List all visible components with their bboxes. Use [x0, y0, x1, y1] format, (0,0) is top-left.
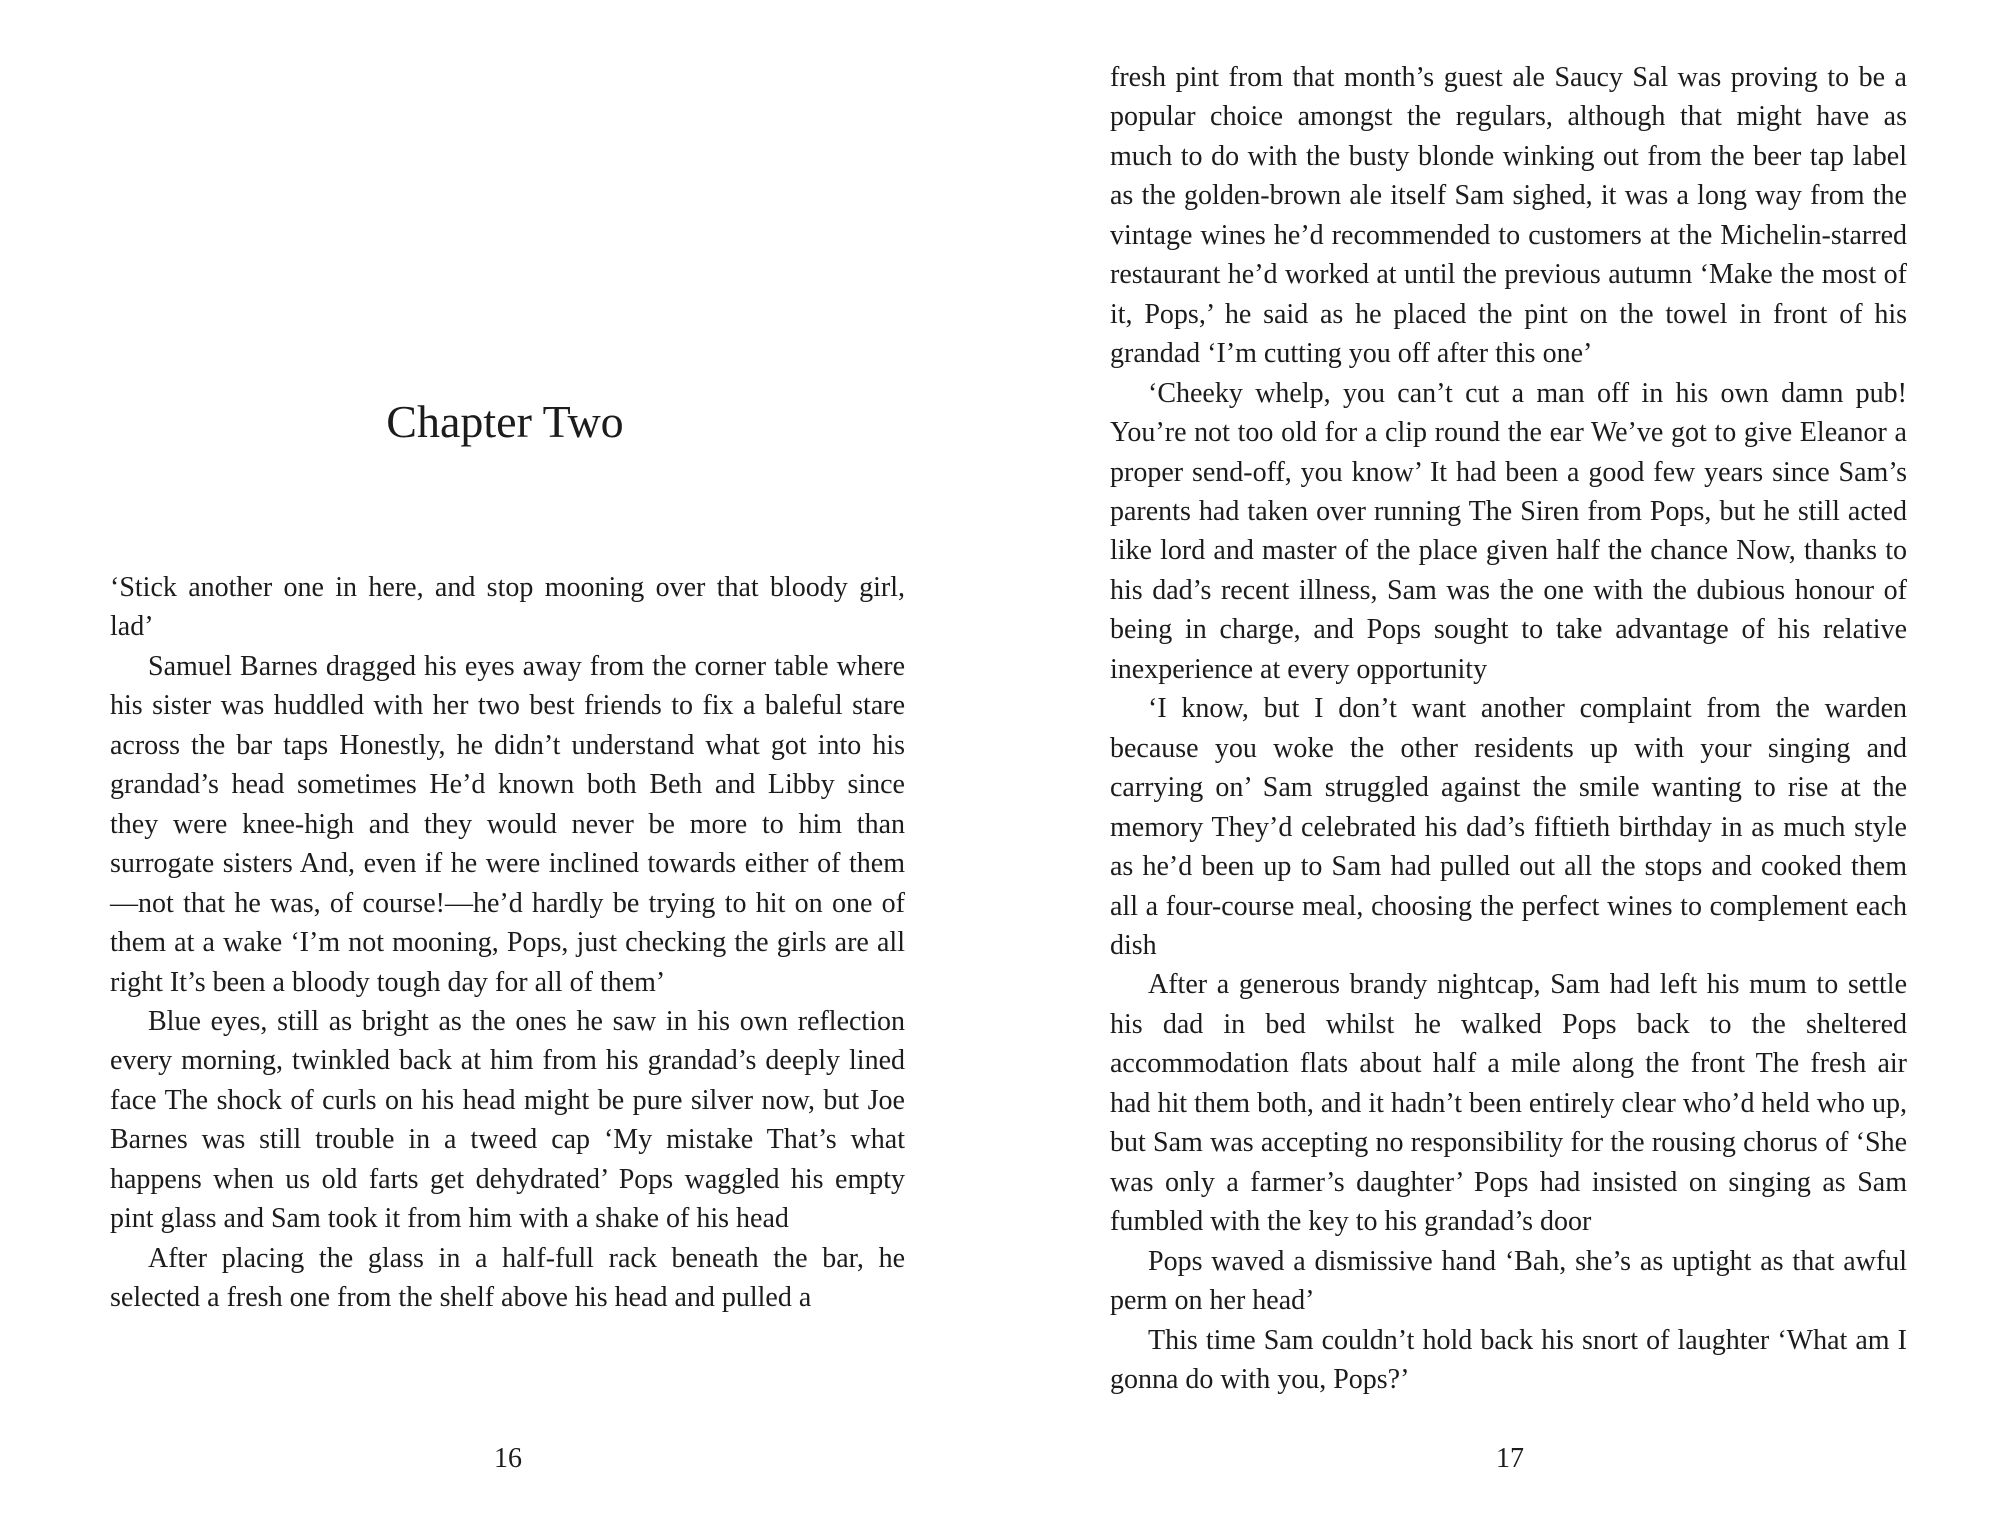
paragraph: ‘I know, but I don’t want another complaint from the warden because you woke the other residents up with your singing and carrying on’ Sam struggled against the smile wanting to rise at the memory They’d celebrated his dad’s fiftieth birthday in as much style as he’d been up to Sam had pulled out all the stops and cooked them all a four-course meal, choosing the perfect wines to complement each dish	[1110, 693, 1907, 961]
paragraph: After a generous brandy nightcap, Sam had left his mum to settle his dad in bed whilst he walked Pops back to the sheltered accommodation flats about half a mile along the front The fresh air had hit them both, and it hadn’t been entirely clear who’d held who up, but Sam was accepting no responsibility for the rousing chorus of ‘She was only a farmer’s daughter’ Pops had insisted on singing as Sam fumbled with the key to his grandad’s door	[1110, 969, 1907, 1238]
paragraph: ‘Cheeky whelp, you can’t cut a man off in his own damn pub! You’re not too old for a clip round the ear We’ve got to give Eleanor a proper send-off, you know’ It had been a good few years since Sam’s parents had taken over running The Siren from Pops, but he still acted like lord and master of the place given half the chance Now, thanks to his dad’s recent illness, Sam was the one with the dubious honour of being in charge, and Pops sought to take advantage of his relative inexperience at every opportunity	[1110, 377, 1907, 685]
chapter-title: Chapter Two	[386, 396, 624, 447]
paragraph: After placing the glass in a half-full rack beneath the bar, he selected a fresh one from the shelf above his head and pulled a	[110, 1242, 905, 1314]
paragraph: Blue eyes, still as bright as the ones he saw in his own reflection every morning, twinkled back at him from his grandad’s deeply lined face The shock of curls on his head might be pure silver now, but Joe Barnes was still trouble in a tweed cap ‘My mistake That’s what happens when us old farts get dehydrated’ Pops waggled his empty pint glass and Sam took it from him with a shake of his head	[110, 1005, 905, 1235]
left-page-text	[110, 568, 905, 1318]
page-number-left: 16	[494, 1443, 522, 1474]
right-page-text	[1110, 58, 1907, 1399]
page-number-right: 17	[1496, 1443, 1524, 1474]
right-page	[1000, 0, 2000, 1524]
paragraph: fresh pint from that month’s guest ale Saucy Sal was proving to be a popular choice amongst the regulars, although that might have as much to do with the busty blonde winking out from the beer tap label as the golden-brown ale itself Sam sighed, it was a long way from the vintage wines he’d recommended to customers at the Michelin-starred restaurant he’d worked at until the previous autumn ‘Make the most of it, Pops,’ he said as he placed the pint on the towel in front of his grandad ‘I’m cutting you off after this one’	[1110, 62, 1907, 370]
paragraph: Samuel Barnes dragged his eyes away from the corner table where his sister was huddled with her two best friends to fix a baleful stare across the bar taps Honestly, he didn’t understand what got into his grandad’s head sometimes He’d known both Beth and Libby since they were knee-high and they would never be more to him than surrogate sisters And, even if he were inclined towards either of them—not that he was, of course!—he’d hardly be trying to hit on one of them at a wake ‘I’m not mooning, Pops, just checking the girls are all right It’s been a bloody tough day for all of them’	[110, 650, 905, 998]
paragraph: ‘Stick another one in here, and stop mooning over that bloody girl, lad’	[110, 572, 905, 643]
paragraph: This time Sam couldn’t hold back his snort of laughter ‘What am I gonna do with you, Pops?’	[1110, 1324, 1907, 1395]
paragraph: Pops waved a dismissive hand ‘Bah, she’s as uptight as that awful perm on her head’	[1110, 1245, 1907, 1317]
